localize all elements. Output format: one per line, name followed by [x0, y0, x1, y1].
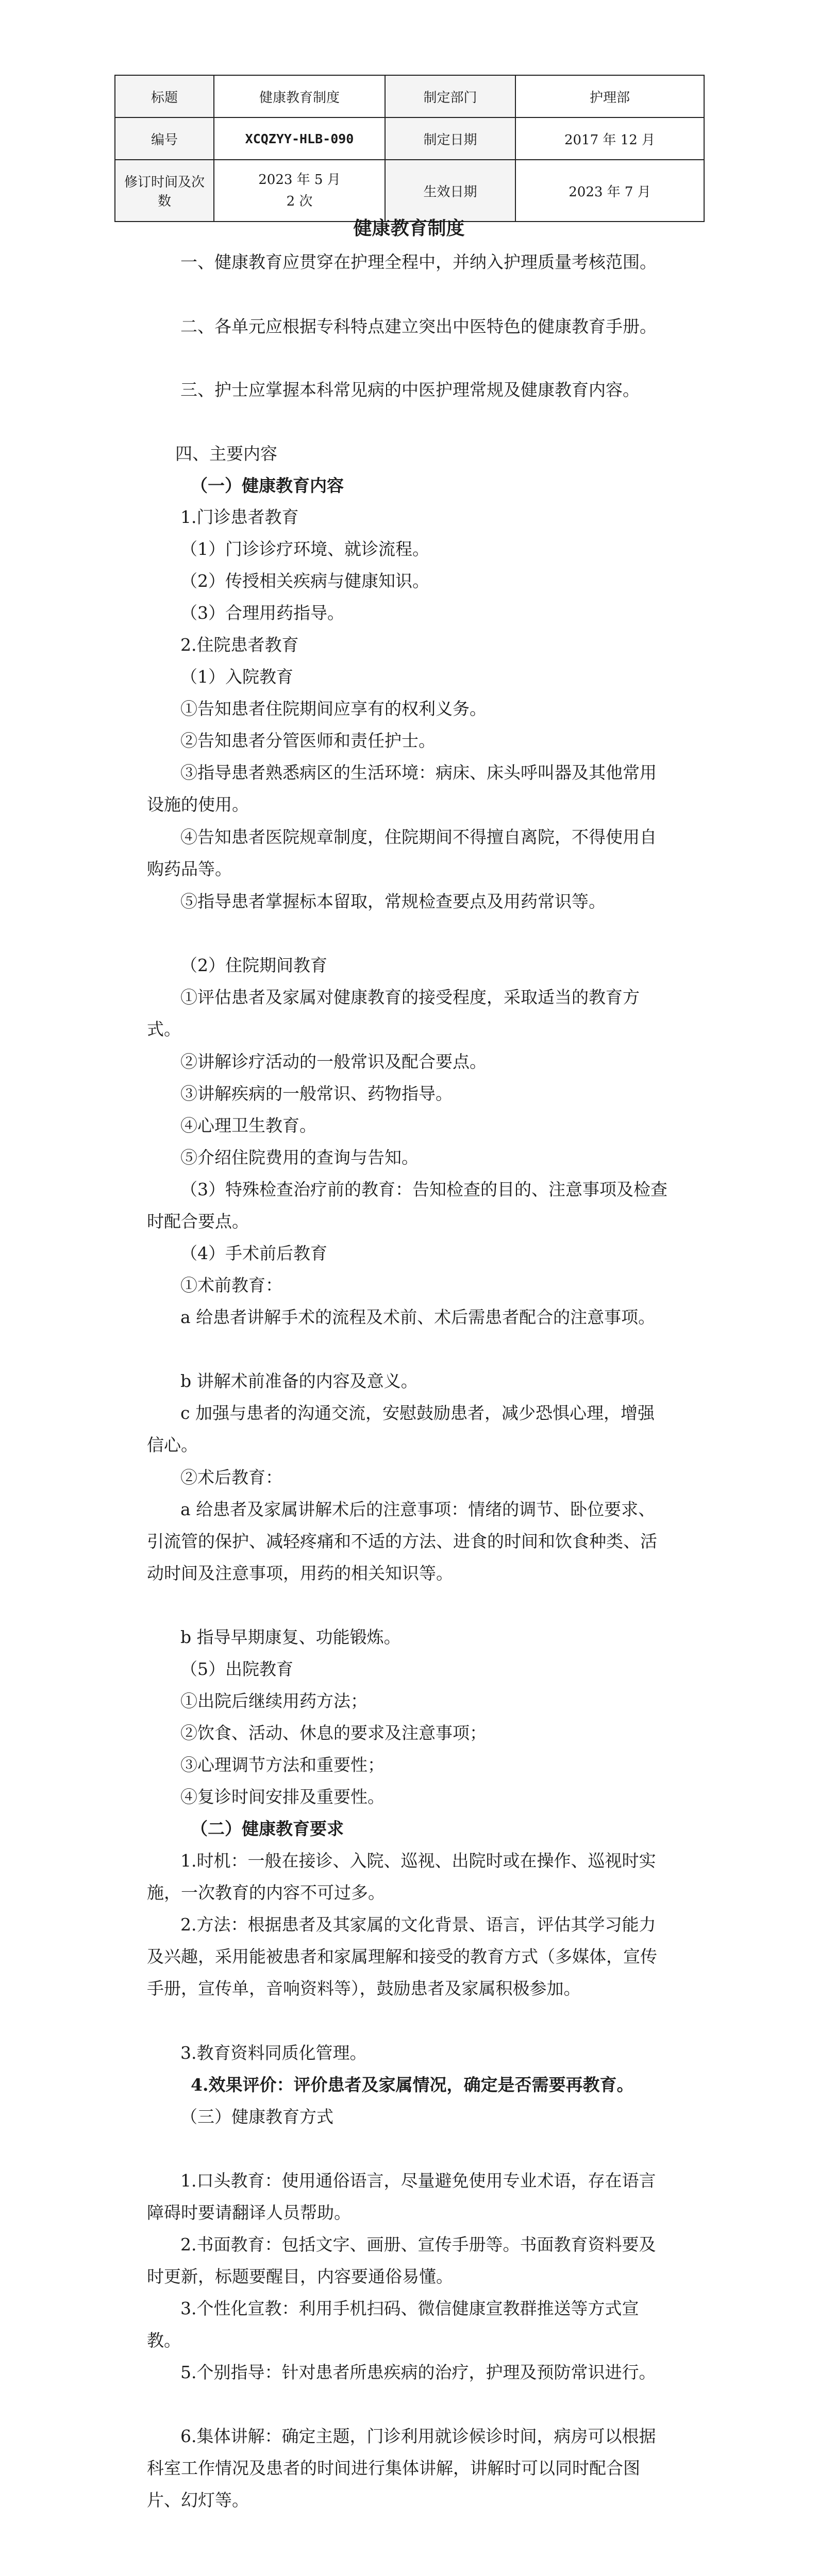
body-paragraph: 四、主要内容 [175, 444, 277, 464]
body-paragraph: ⑤指导患者掌握标本留取，常规检查要点及用药常识等。 [180, 891, 606, 911]
body-paragraph: 1.时机：一般在接诊、入院、巡视、出院时或在操作、巡视时实施，一次教育的内容不可过多。 [147, 1851, 656, 1903]
body-paragraph: ②术后教育： [180, 1467, 282, 1487]
body-paragraph: 3.个性化宣教：利用手机扫码、微信健康宣教群推送等方式宣教。 [147, 2298, 639, 2350]
document-header-table [114, 75, 705, 222]
value-revision-date: 2023 年 5 月 [258, 172, 341, 188]
value-number: XCQZYY-HLB-090 [214, 117, 385, 160]
body-paragraph: ③指导患者熟悉病区的生活环境：病床、床头呼叫器及其他常用设施的使用。 [147, 762, 657, 815]
body-paragraph: ④复诊时间安排及重要性。 [180, 1787, 385, 1807]
value-created-date: 2017 年 12 月 [515, 117, 704, 160]
body-paragraph: c 加强与患者的沟通交流，安慰鼓励患者，减少恐惧心理，增强信心。 [147, 1403, 655, 1455]
body-paragraph: a 给患者讲解手术的流程及术前、术后需患者配合的注意事项。 [180, 1307, 656, 1327]
body-paragraph: （三）健康教育方式 [180, 2107, 333, 2127]
header-row-number [115, 117, 704, 160]
body-paragraph: （4）手术前后教育 [180, 1243, 327, 1263]
body-paragraph: ⑤介绍住院费用的查询与告知。 [180, 1147, 419, 1167]
body-paragraph: 6.集体讲解：确定主题，门诊利用就诊候诊时间，病房可以根据科室工作情况及患者的时间进行集体讲解，讲解时可以同时配合图片、幻灯等。 [147, 2426, 656, 2510]
body-paragraph: （5）出院教育 [180, 1659, 293, 1679]
value-department: 护理部 [515, 75, 704, 117]
body-paragraph: 二、各单元应根据专科特点建立突出中医特色的健康教育手册。 [180, 316, 657, 336]
body-paragraph: 5.个别指导：针对患者所患疾病的治疗，护理及预防常识进行。 [180, 2362, 656, 2382]
body-paragraph: b 指导早期康复、功能锻炼。 [180, 1627, 401, 1647]
body-paragraph: 4.效果评价：评价患者及家属情况，确定是否需要再教育。 [191, 2075, 634, 2095]
header-row-revision [115, 160, 704, 222]
body-paragraph: ④告知患者医院规章制度，住院期间不得擅自离院，不得使用自购药品等。 [147, 827, 657, 879]
value-title: 健康教育制度 [214, 75, 385, 117]
header-row-title [115, 75, 704, 117]
label-department: 制定部门 [385, 75, 515, 117]
value-revision-count: 2 次 [286, 194, 313, 209]
body-paragraph: 一、健康教育应贯穿在护理全程中，并纳入护理质量考核范围。 [180, 252, 657, 272]
body-paragraph: ②告知患者分管医师和责任护士。 [180, 731, 436, 751]
value-revision [214, 160, 385, 222]
body-paragraph: （1）门诊诊疗环境、就诊流程。 [180, 539, 429, 559]
label-number: 编号 [115, 117, 214, 160]
body-paragraph: ④心理卫生教育。 [180, 1115, 316, 1136]
body-paragraph: 3.教育资料同质化管理。 [180, 2043, 367, 2063]
label-created-date: 制定日期 [385, 117, 515, 160]
body-paragraph: 2.方法：根据患者及其家属的文化背景、语言，评估其学习能力及兴趣，采用能被患者和家属理解和接受的教育方式（多媒体，宣传手册，宣传单，音响资料等），鼓励患者及家属积极参加。 [147, 1914, 657, 1998]
body-paragraph: 1.口头教育：使用通俗语言，尽量避免使用专业术语，存在语言障碍时要请翻译人员帮助。 [147, 2171, 656, 2223]
body-paragraph: （1）入院教育 [180, 667, 293, 687]
body-paragraph: a 给患者及家属讲解术后的注意事项：情绪的调节、卧位要求、引流管的保护、减轻疼痛和不适的方法、进食的时间和饮食种类、活动时间及注意事项，用药的相关知识等。 [147, 1499, 657, 1583]
document-title: 健康教育制度 [353, 217, 465, 239]
value-effective-date: 2023 年 7 月 [515, 160, 704, 222]
body-paragraph: 1.门诊患者教育 [180, 507, 299, 527]
body-paragraph: ②饮食、活动、休息的要求及注意事项； [180, 1723, 487, 1743]
body-paragraph: ①出院后继续用药方法； [180, 1691, 368, 1711]
label-effective-date: 生效日期 [385, 160, 515, 222]
label-revision: 修订时间及次数 [115, 160, 214, 222]
body-paragraph: （3）特殊检查治疗前的教育：告知检查的目的、注意事项及检查时配合要点。 [147, 1179, 667, 1231]
body-paragraph: （2）传授相关疾病与健康知识。 [180, 571, 429, 591]
body-paragraph: （二）健康教育要求 [191, 1819, 344, 1839]
body-paragraph: 2.书面教育：包括文字、画册、宣传手册等。书面教育资料要及时更新，标题要醒目，内容要通俗易懂。 [147, 2234, 656, 2286]
body-paragraph: ①评估患者及家属对健康教育的接受程度，采取适当的教育方式。 [147, 987, 640, 1039]
body-paragraph: ①告知患者住院期间应享有的权利义务。 [180, 699, 487, 719]
body-paragraph: ②讲解诊疗活动的一般常识及配合要点。 [180, 1052, 487, 1072]
body-paragraph: （2）住院期间教育 [180, 955, 327, 975]
body-paragraph: （3）合理用药指导。 [180, 603, 344, 623]
body-paragraph: ③讲解疾病的一般常识、药物指导。 [180, 1083, 453, 1104]
body-paragraph: ③心理调节方法和重要性； [180, 1755, 385, 1775]
body-paragraph: 三、护士应掌握本科常见病的中医护理常规及健康教育内容。 [180, 380, 640, 400]
label-title: 标题 [115, 75, 214, 117]
body-paragraph: ①术前教育： [180, 1275, 282, 1295]
body-paragraph: 2.住院患者教育 [180, 635, 299, 655]
body-paragraph: b 讲解术前准备的内容及意义。 [180, 1371, 418, 1391]
body-paragraph: （一）健康教育内容 [191, 476, 344, 496]
